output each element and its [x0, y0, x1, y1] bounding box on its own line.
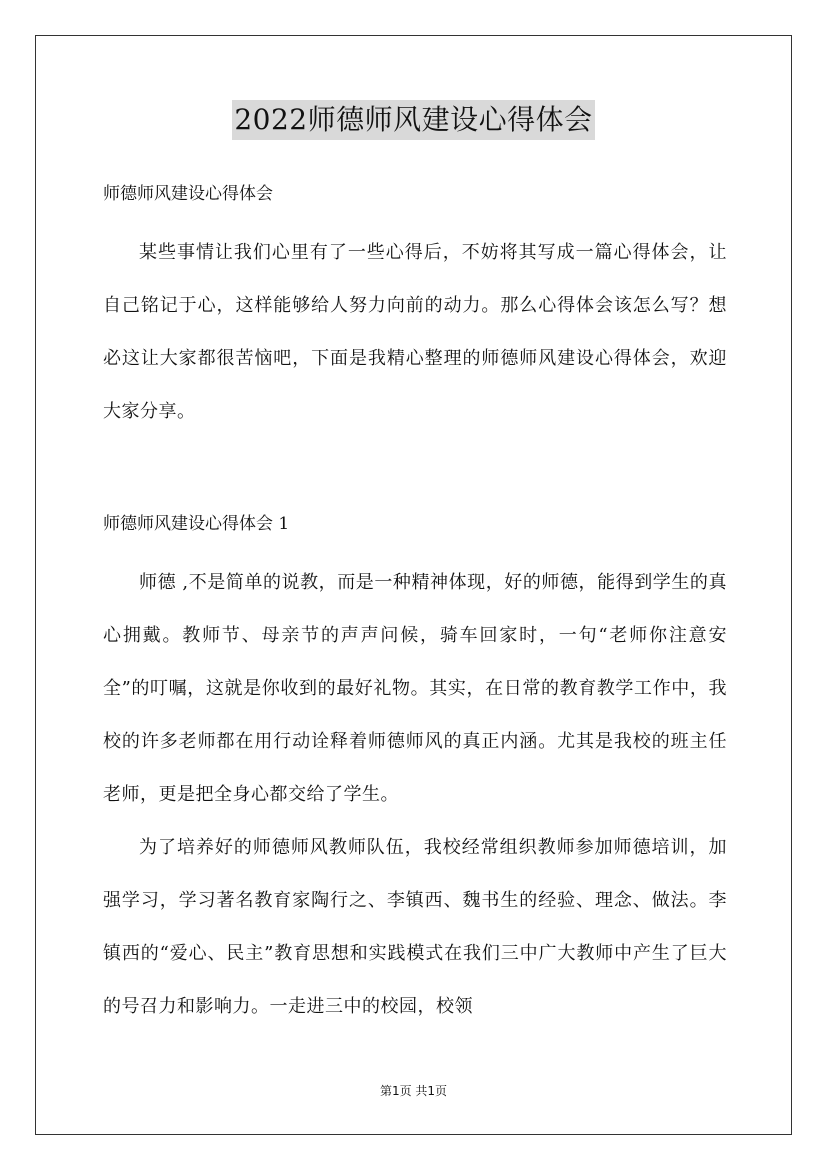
document-title: 2022师德师风建设心得体会: [232, 100, 594, 140]
title-wrap: [0, 100, 827, 140]
page-footer: 第1页 共1页: [379, 1084, 448, 1098]
document-body: [103, 172, 727, 1033]
section-heading: 师德师风建设心得体会 1: [103, 514, 290, 534]
paragraph: 为了培养好的师德师风教师队伍，我校经常组织教师参加师德培训，加强学习，学习著名教育家陶行之、李镇西、魏书生的经验、理念、做法。李镇西的“爱心、民主”教育思想和实践模式在我们三中广大教师中产生了巨大的号召力和影响力。一走进三中的校园，校领: [103, 837, 727, 1017]
paragraph: 师德 ,不是简单的说教，而是一种精神体现，好的师德，能得到学生的真心拥戴。教师节、母亲节的声声问候，骑车回家时，一句“老师你注意安全”的叮嘱，这就是你收到的最好礼物。其实，在日常的教育教学工作中，我校的许多老师都在用行动诠释着师德师风的真正内涵。尤其是我校的班主任老师，更是把全身心都交给了学生。: [103, 572, 727, 805]
section-heading: 师德师风建设心得体会: [103, 184, 273, 204]
paragraph: 某些事情让我们心里有了一些心得后，不妨将其写成一篇心得体会，让自己铭记于心，这样能够给人努力向前的动力。那么心得体会该怎么写？想必这让大家都很苦恼吧，下面是我精心整理的师德师风建设心得体会，欢迎大家分享。: [103, 242, 727, 422]
